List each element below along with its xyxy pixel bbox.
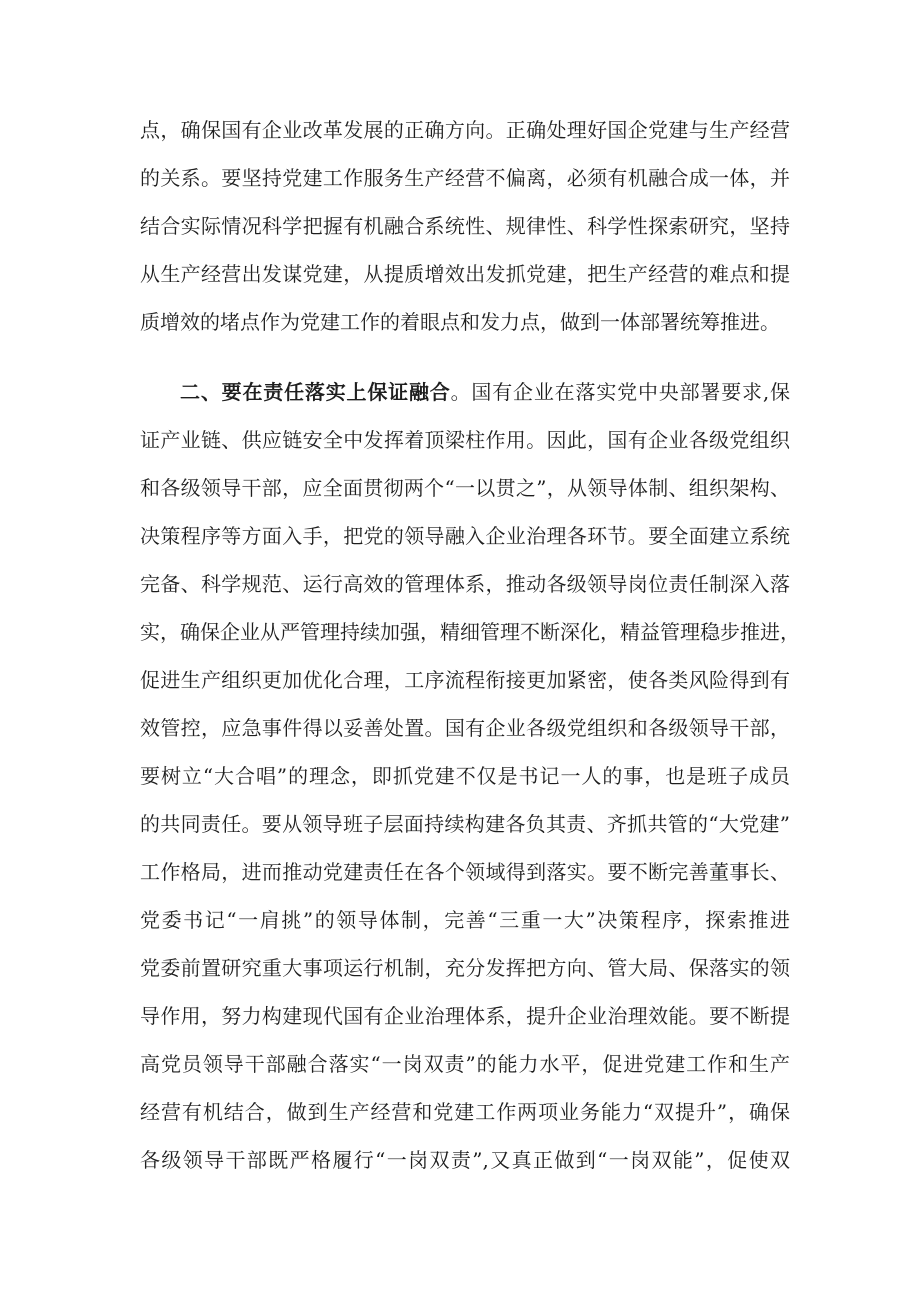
text-line: 的关系。要坚持党建工作服务生产经营不偏离，必须有机融合成一体，并 bbox=[140, 166, 790, 190]
text-line: 要树立“大合唱”的理念，即抓党建不仅是书记一人的事，也是班子成员 bbox=[140, 764, 790, 788]
text-line: 效管控，应急事件得以妥善处置。国有企业各级党组织和各级领导干部， bbox=[140, 716, 790, 740]
text-line: 导作用，努力构建现代国有企业治理体系，提升企业治理效能。要不断提 bbox=[140, 1004, 790, 1028]
text-line: 点，确保国有企业改革发展的正确方向。正确处理好国企党建与生产经营 bbox=[140, 118, 790, 142]
text-line: 经营有机结合，做到生产经营和党建工作两项业务能力“双提升”，确保 bbox=[140, 1100, 790, 1124]
text-line: 促进生产组织更加优化合理，工序流程衔接更加紧密，使各类风险得到有 bbox=[140, 668, 790, 692]
text-line: 各级领导干部既严格履行“一岗双责”,又真正做到“一岗双能”，促使双 bbox=[140, 1148, 790, 1172]
text-line: 证产业链、供应链安全中发挥着顶梁柱作用。因此，国有企业各级党组织 bbox=[140, 428, 790, 452]
text-line: 质增效的堵点作为党建工作的着眼点和发力点，做到一体部署统筹推进。 bbox=[140, 310, 780, 334]
text-line: 工作格局，进而推动党建责任在各个领域得到落实。要不断完善董事长、 bbox=[140, 860, 790, 884]
text-line: 党委书记“一肩挑”的领导体制，完善“三重一大”决策程序，探索推进 bbox=[140, 908, 790, 932]
text-line: 的共同责任。要从领导班子层面持续构建各负其责、齐抓共管的“大党建” bbox=[140, 812, 790, 836]
text-line: 高党员领导干部融合落实“一岗双责”的能力水平，促进党建工作和生产 bbox=[140, 1052, 790, 1076]
text-line: 完备、科学规范、运行高效的管理体系，推动各级领导岗位责任制深入落 bbox=[140, 572, 790, 596]
paragraph-2 bbox=[140, 368, 800, 1184]
text-line: 实，确保企业从严管理持续加强，精细管理不断深化，精益管理稳步推进， bbox=[140, 620, 800, 644]
text-line: 从生产经营出发谋党建，从提质增效出发抓党建，把生产经营的难点和提 bbox=[140, 262, 790, 286]
first-text-line bbox=[140, 368, 790, 416]
text-line: 决策程序等方面入手，把党的领导融入企业治理各环节。要全面建立系统 bbox=[140, 524, 790, 548]
section-heading: 二、要在责任落实上保证融合 bbox=[180, 380, 451, 404]
text-line: 结合实际情况科学把握有机融合系统性、规律性、科学性探索研究，坚持 bbox=[140, 214, 790, 238]
text-line: 党委前置研究重大事项运行机制，充分发挥把方向、管大局、保落实的领 bbox=[140, 956, 790, 980]
first-line-rest: 。国有企业在落实党中央部署要求,保 bbox=[450, 380, 791, 404]
paragraph-1 bbox=[140, 106, 790, 346]
text-line: 和各级领导干部，应全面贯彻两个“一以贯之”，从领导体制、组织架构、 bbox=[140, 476, 790, 500]
